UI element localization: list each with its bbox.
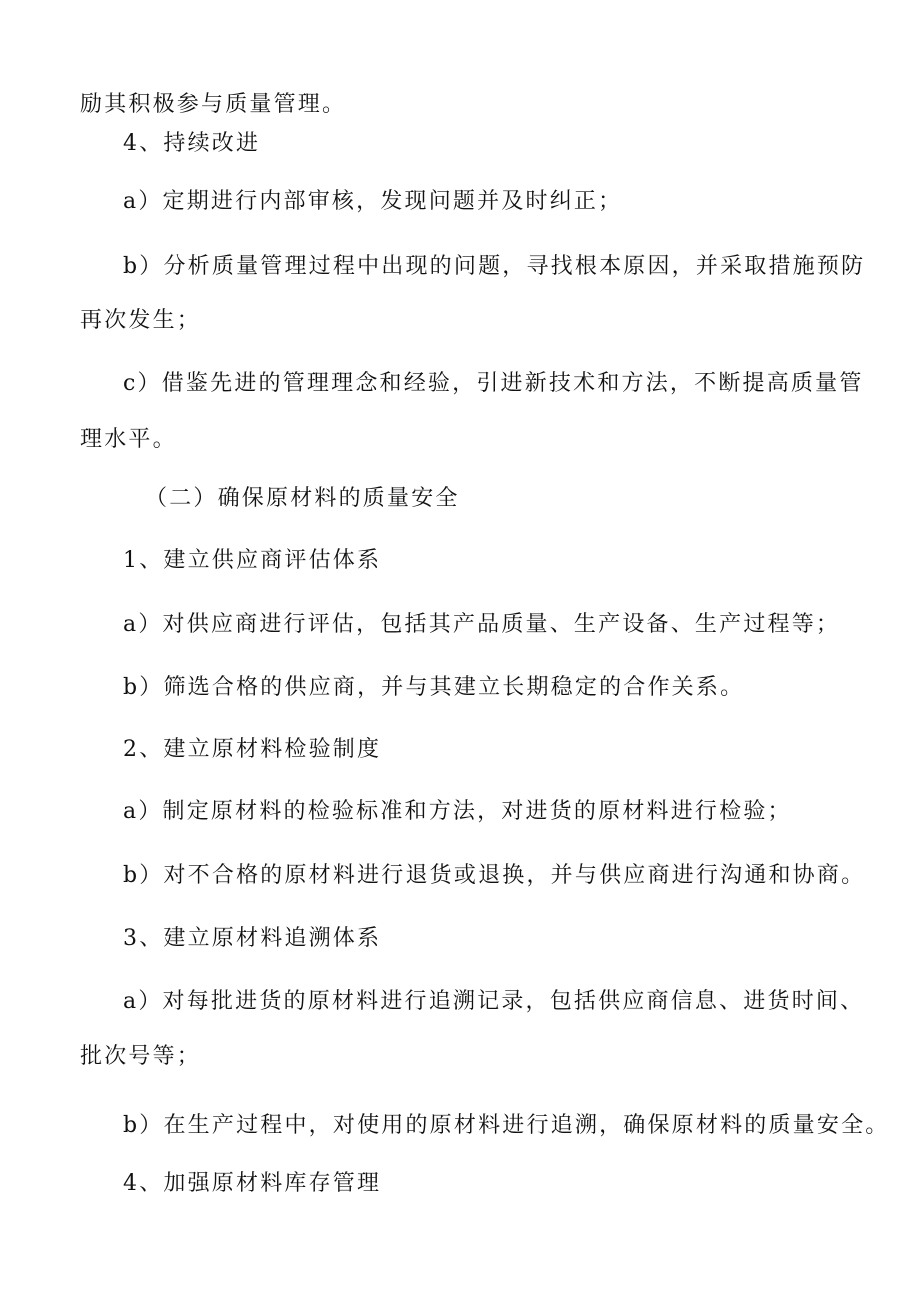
paragraph-continuation-line: 励其积极参与质量管理。 [80, 92, 347, 117]
list-item-b: b）对不合格的原材料进行退货或退换，并与供应商进行沟通和协商。 [123, 863, 866, 888]
list-item-a-continuation: 批次号等； [80, 1044, 202, 1069]
list-item-c: c）借鉴先进的管理理念和经验，引进新技术和方法，不断提高质量管 [123, 371, 864, 396]
list-item-b: b）筛选合格的供应商，并与其建立长期稳定的合作关系。 [123, 675, 745, 700]
list-item-a: a）对每批进货的原材料进行追溯记录，包括供应商信息、进货时间、 [123, 989, 865, 1014]
list-item-a: a）对供应商进行评估，包括其产品质量、生产设备、生产过程等； [123, 612, 841, 637]
list-item-a: a）定期进行内部审核，发现问题并及时纠正； [123, 189, 623, 214]
list-item-c-continuation: 理水平。 [80, 427, 177, 452]
section-heading-inspection-system: 2、建立原材料检验制度 [123, 737, 382, 762]
list-item-a: a）制定原材料的检验标准和方法，对进货的原材料进行检验； [123, 799, 792, 824]
section-heading-inventory-management: 4、加强原材料库存管理 [123, 1171, 382, 1196]
section-heading-supplier-evaluation: 1、建立供应商评估体系 [123, 548, 382, 573]
section-heading-traceability-system: 3、建立原材料追溯体系 [123, 926, 382, 951]
section-heading-continuous-improvement: 4、持续改进 [123, 131, 261, 156]
list-item-b-continuation: 再次发生； [80, 308, 202, 333]
list-item-b: b）在生产过程中，对使用的原材料进行追溯，确保原材料的质量安全。 [123, 1113, 890, 1138]
list-item-b: b）分析质量管理过程中出现的问题，寻找根本原因，并采取措施预防 [123, 254, 866, 279]
chapter-heading-raw-material-quality: （二）确保原材料的质量安全 [145, 486, 460, 511]
